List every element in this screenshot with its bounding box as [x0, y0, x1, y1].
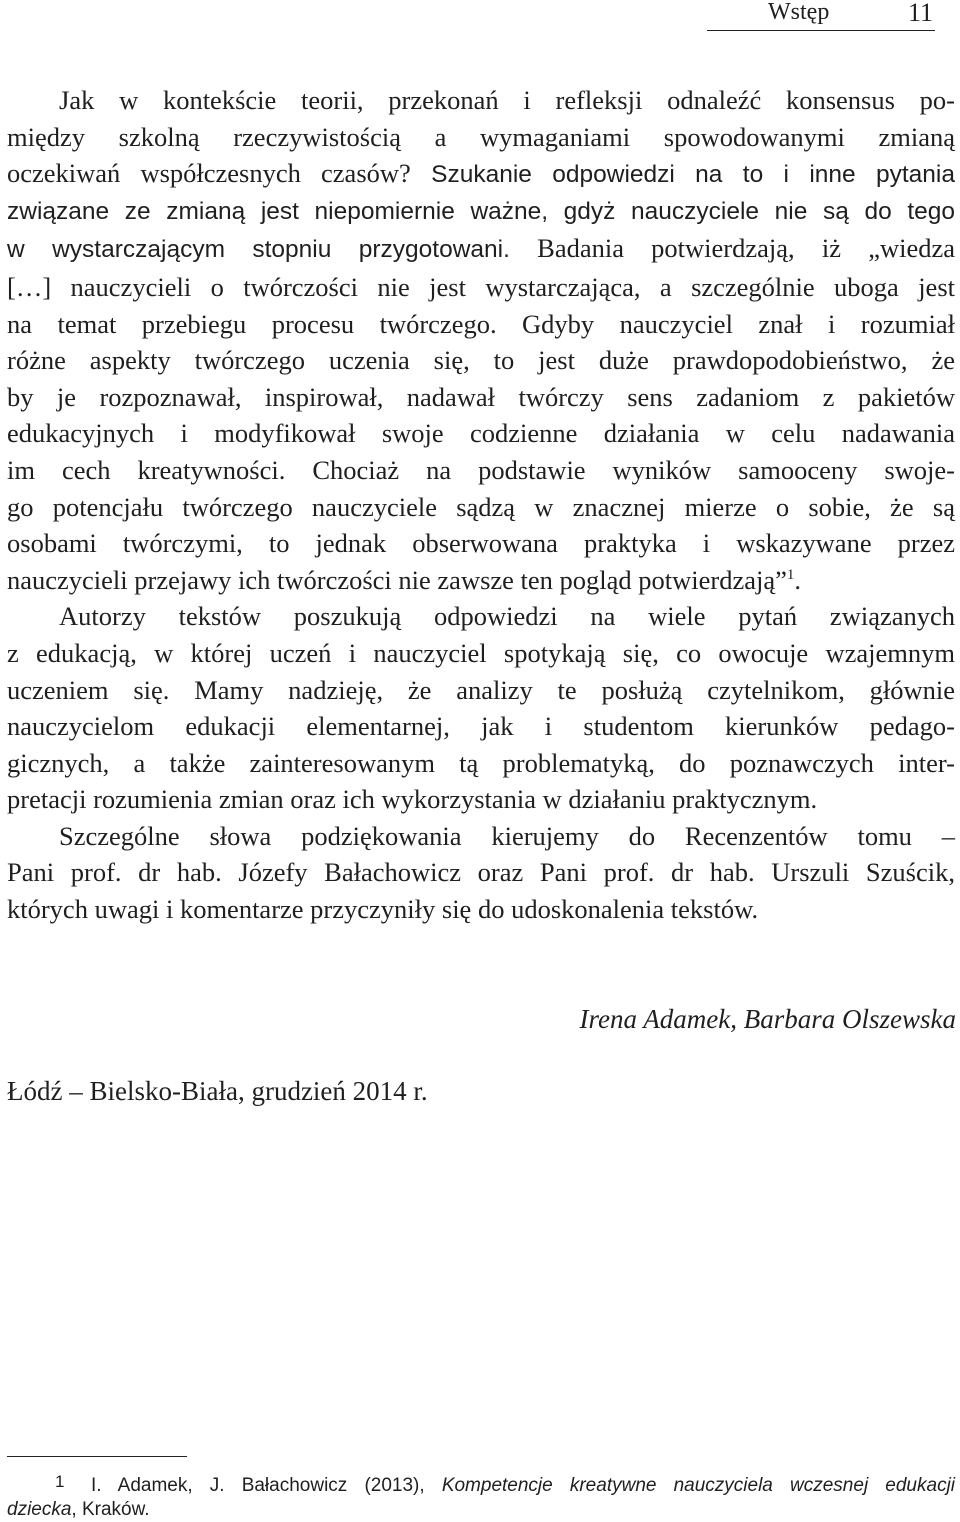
text-line: by je rozpoznawał, inspirował, nadawał twórczy sens zadaniom z pakietów: [7, 381, 955, 412]
place-and-date: Łódź – Bielsko-Biała, grudzień 2014 r.: [7, 1076, 428, 1106]
text-fragment: Badania potwierdzają, iż „wiedza: [509, 233, 956, 264]
text-line: Pani prof. dr hab. Józefy Bałachowicz oraz Pani prof. dr hab. Urszuli Szuścik,: [7, 857, 955, 888]
text-line: Jak w kontekście teorii, przekonań i refleksji odnaleźć konsensus po-: [59, 85, 955, 115]
text-line: z edukacją, w której uczeń i nauczyciel spotykają się, co owocuje wzajemnym: [7, 637, 955, 668]
text-line: go potencjału twórczego nauczyciele sądzą w znacznej mierze o sobie, że są: [7, 491, 955, 522]
text-fragment: oczekiwań współczesnych czasów?: [7, 158, 411, 189]
main-text: [7, 82, 955, 928]
text-fragment-sans: Szukanie odpowiedzi na to i inne pytania: [410, 161, 955, 189]
text-line: Szczególne słowa podziękowania kierujemy do Recenzentów tomu –: [59, 820, 955, 851]
text-line: nauczycielom edukacji elementarnej, jak i studentom kierunków pedago-: [7, 711, 955, 742]
text-fragment: nauczycieli przejawy ich twórczości nie zawsze ten pogląd potwierdzają”: [7, 564, 787, 595]
footnote-title-end: dziecka: [7, 1499, 72, 1520]
footnote-line: [7, 1470, 955, 1498]
text-line: na temat przebiegu procesu twórczego. Gdyby nauczyciel znał i rozumiał: [7, 308, 955, 339]
text-line: edukacyjnych i modyfikował swoje codzienne działania w celu nadawania: [7, 418, 955, 449]
text-line: pretacji rozumienia zmian oraz ich wykorzystania w działaniu praktycznym.: [7, 784, 818, 815]
footnote-reference[interactable]: 1: [786, 566, 795, 583]
paragraph-3: [7, 818, 955, 928]
footnote-number: 1: [55, 1472, 65, 1491]
text-line: [7, 562, 955, 599]
footnote-text-end: , Kraków.: [71, 1499, 150, 1520]
footnote-divider: [7, 1456, 187, 1457]
footnote-title: Kompetencje kreatywne nauczyciela wczesnej edukacji: [441, 1475, 956, 1496]
paragraph-2: [7, 598, 955, 818]
page-number: 11: [907, 0, 933, 27]
text-line: [7, 230, 955, 269]
text-line: różne aspekty twórczego uczenia się, to jest duże prawdopodobieństwo, że: [7, 345, 955, 376]
text-line: im cech kreatywności. Chociaż na podstawie wyników samooceny swoje-: [7, 454, 955, 485]
footnote-line: [7, 1499, 150, 1520]
running-header: [707, 0, 935, 31]
footnote-text: I. Adamek, J. Bałachowicz (2013),: [91, 1475, 425, 1496]
text-line: osobami twórczymi, to jednak obserwowana praktyka i wskazywane przez: [7, 528, 955, 559]
authors-signature: Irena Adamek, Barbara Olszewska: [579, 1004, 956, 1034]
text-line: których uwagi i komentarze przyczyniły się do udoskonalenia tekstów.: [7, 894, 759, 925]
text-line: związane ze zmianą jest niepomiernie ważne, gdyż nauczyciele nie są do tego: [7, 197, 955, 225]
text-fragment: .: [794, 564, 802, 595]
text-line: [7, 155, 955, 194]
paragraph-1: [7, 82, 955, 598]
footnote: [7, 1470, 955, 1522]
text-line: gicznych, a także zainteresowanym tą problematyką, do poznawczych inter-: [7, 747, 955, 778]
text-fragment-sans: w wystarczającym stopniu przygotowani.: [7, 236, 510, 264]
text-line: […] nauczycieli o twórczości nie jest wystarczająca, a szczególnie uboga jest: [7, 271, 955, 302]
text-line: uczeniem się. Mamy nadzieję, że analizy te posłużą czytelnikom, głównie: [7, 674, 955, 705]
text-line: między szkolną rzeczywistością a wymaganiami spowodowanymi zmianą: [7, 121, 955, 152]
running-header-title: Wstęp: [768, 0, 830, 25]
text-line: Autorzy tekstów poszukują odpowiedzi na wiele pytań związanych: [59, 601, 955, 632]
